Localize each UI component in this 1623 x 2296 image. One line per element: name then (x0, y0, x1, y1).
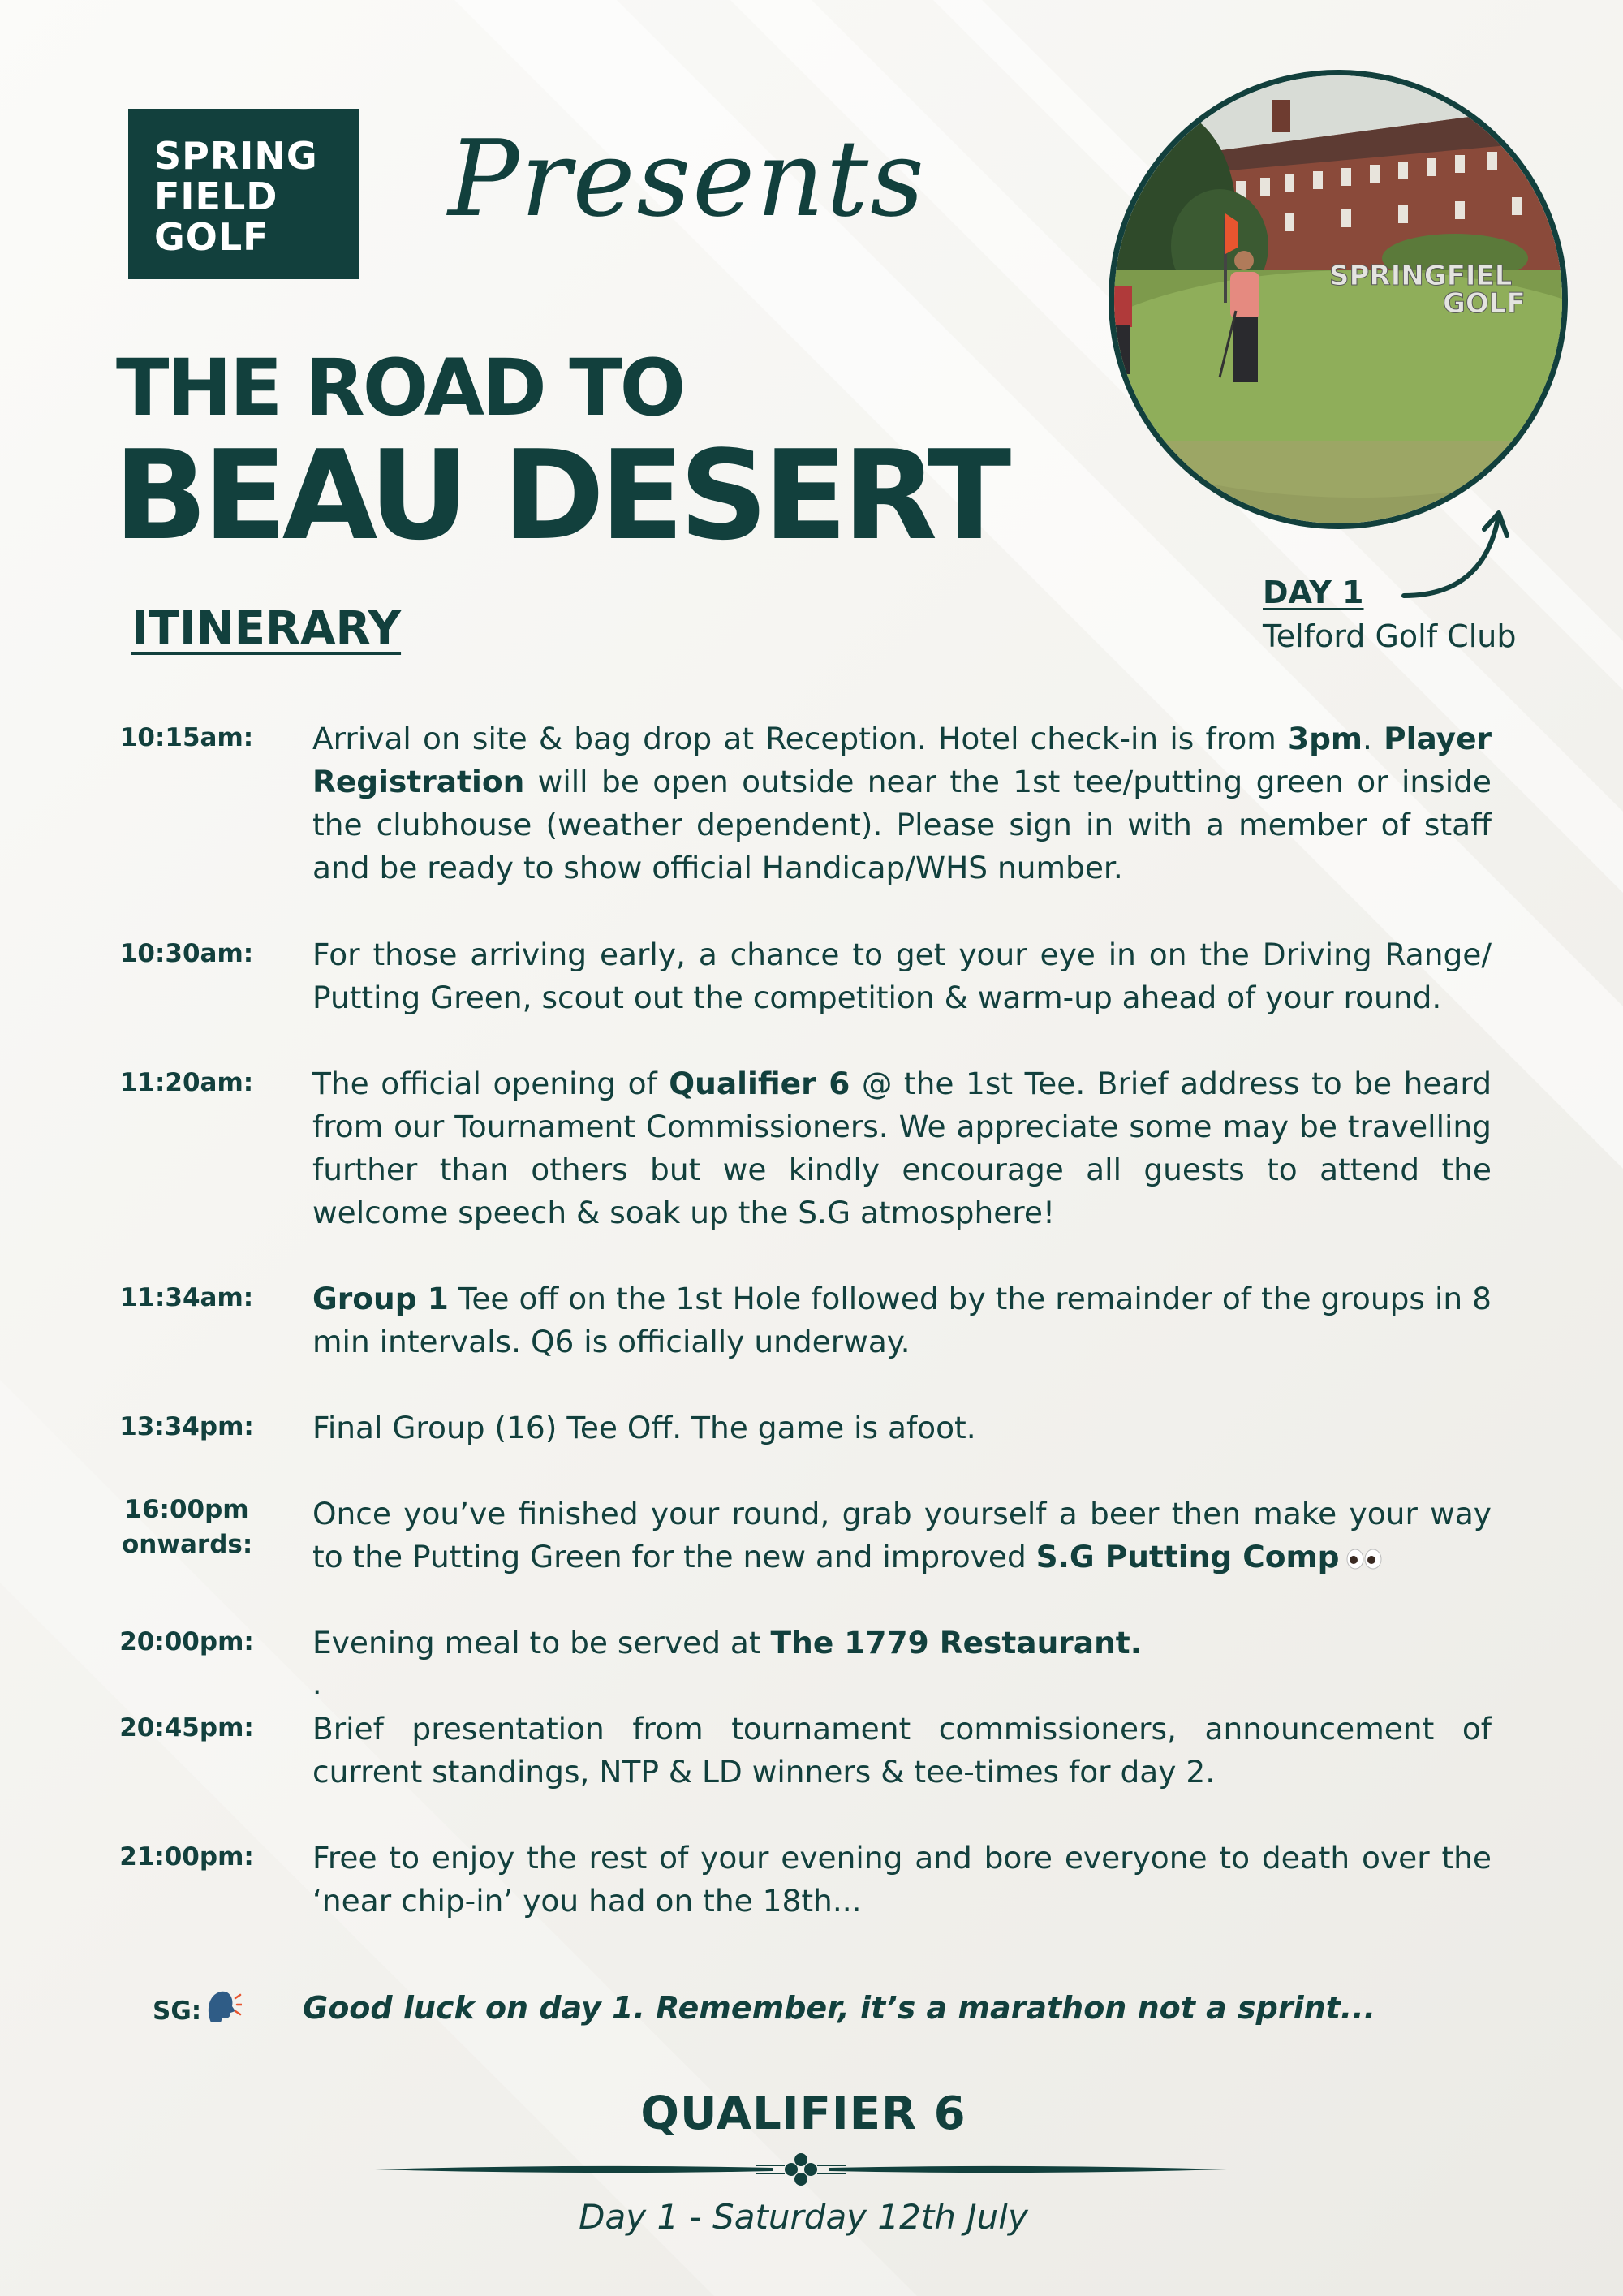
day-venue: Telford Golf Club (1263, 618, 1517, 654)
itinerary-description (312, 1837, 1492, 1923)
sg-label: SG: (153, 1997, 202, 2026)
itinerary-description (312, 717, 1492, 890)
itinerary-time: 20:00pm: (119, 1627, 254, 1656)
itinerary-heading: ITINERARY (131, 602, 402, 655)
curved-arrow-icon (1400, 505, 1513, 602)
body-text: @ the 1st Tee. Brief address to be heard from our Tournament Commissioners. We appreciate some may be travelling further than others but we kindly encourage all guests to attend the welcome speech & soak up the S.G atmosphere! (312, 1066, 1492, 1230)
fleuron-divider-icon (375, 2149, 1227, 2190)
logo-line-1: SPRING (154, 134, 318, 178)
body-text: The official opening of (312, 1066, 669, 1101)
itinerary-time: 21:00pm: (119, 1842, 254, 1872)
itinerary-time: 20:45pm: (119, 1713, 254, 1742)
itinerary-description (312, 1493, 1492, 1579)
golf-course-photo (1109, 70, 1568, 529)
logo-line-2: FIELD (154, 174, 278, 218)
body-text: . (1363, 721, 1384, 756)
emphasis-text: The 1779 Restaurant. (770, 1625, 1142, 1661)
body-text: Evening meal to be served at (312, 1625, 771, 1661)
eyes-emoji-icon (1345, 1549, 1383, 1570)
speaking-head-icon (203, 1987, 242, 2026)
footer-title: QUALIFIER 6 (640, 2087, 966, 2140)
emphasis-text: 3pm (1288, 721, 1363, 756)
logo-line-3: GOLF (154, 215, 269, 259)
itinerary-description (312, 1277, 1492, 1363)
presents-script: Presents (448, 117, 926, 240)
body-text: Once you’ve finished your round, grab yourself a beer then make your way to the Putting Green for the new and improved (312, 1496, 1492, 1574)
emphasis-text: Group 1 (312, 1281, 449, 1316)
body-text: For those arriving early, a chance to get your eye in on the Driving Range/ Putting Green, scout out the competition & warm-up ahead of your round. (312, 937, 1492, 1015)
title-line-2: BEAU DESERT (114, 424, 1007, 567)
emphasis-text: Player Registration (312, 721, 1492, 799)
body-text: Final Group (16) Tee Off. The game is afoot. (312, 1410, 976, 1445)
itinerary-description (312, 933, 1492, 1019)
day-heading: DAY 1 (1263, 575, 1364, 610)
body-text: Tee off on the 1st Hole followed by the remainder of the groups in 8 min intervals. Q6 is officially underway. (312, 1281, 1492, 1359)
body-text: Brief presentation from tournament commissioners, announcement of current standings, NTP & LD winners & tee-times for day 2. (312, 1711, 1492, 1790)
footer-date: Day 1 - Saturday 12th July (579, 2197, 1028, 2237)
itinerary-description (312, 1406, 1492, 1450)
itinerary-time: 13:34pm: (119, 1412, 254, 1441)
itinerary-time: 16:00pm onwards: (122, 1495, 253, 1559)
body-text: Arrival on site & bag drop at Reception. Hotel check-in is from (312, 721, 1288, 756)
photo-sign-text-2: GOLF (1443, 287, 1526, 320)
title-line-1: THE ROAD TO (116, 342, 684, 433)
itinerary-time: 10:15am: (119, 723, 254, 752)
body-text: will be open outside near the 1st tee/putting green or inside the clubhouse (weather dependent). Please sign in with a member of staff and be ready to show official Handicap/WHS number. (312, 764, 1492, 885)
itinerary-description (312, 1708, 1492, 1794)
itinerary-time: 11:34am: (119, 1283, 254, 1312)
itinerary-description (312, 1622, 1492, 1665)
sg-quote: Good luck on day 1. Remember, it’s a marathon not a sprint... (303, 1990, 1376, 2026)
itinerary-description (312, 1062, 1492, 1234)
itinerary-time: 10:30am: (119, 939, 254, 968)
photo-sign-text-1: SPRINGFIEL (1329, 260, 1513, 292)
body-text: Free to enjoy the rest of your evening and bore everyone to death over the ‘near chip-in’ you had on the 18th... (312, 1840, 1492, 1919)
putting-comp-text (312, 1496, 1492, 1574)
emphasis-text: S.G Putting Comp (1035, 1539, 1340, 1574)
stray-dot: . (312, 1668, 322, 1701)
springfield-golf-logo (128, 109, 359, 279)
itinerary-time: 11:20am: (119, 1068, 254, 1097)
emphasis-text: Qualifier 6 (669, 1066, 850, 1101)
